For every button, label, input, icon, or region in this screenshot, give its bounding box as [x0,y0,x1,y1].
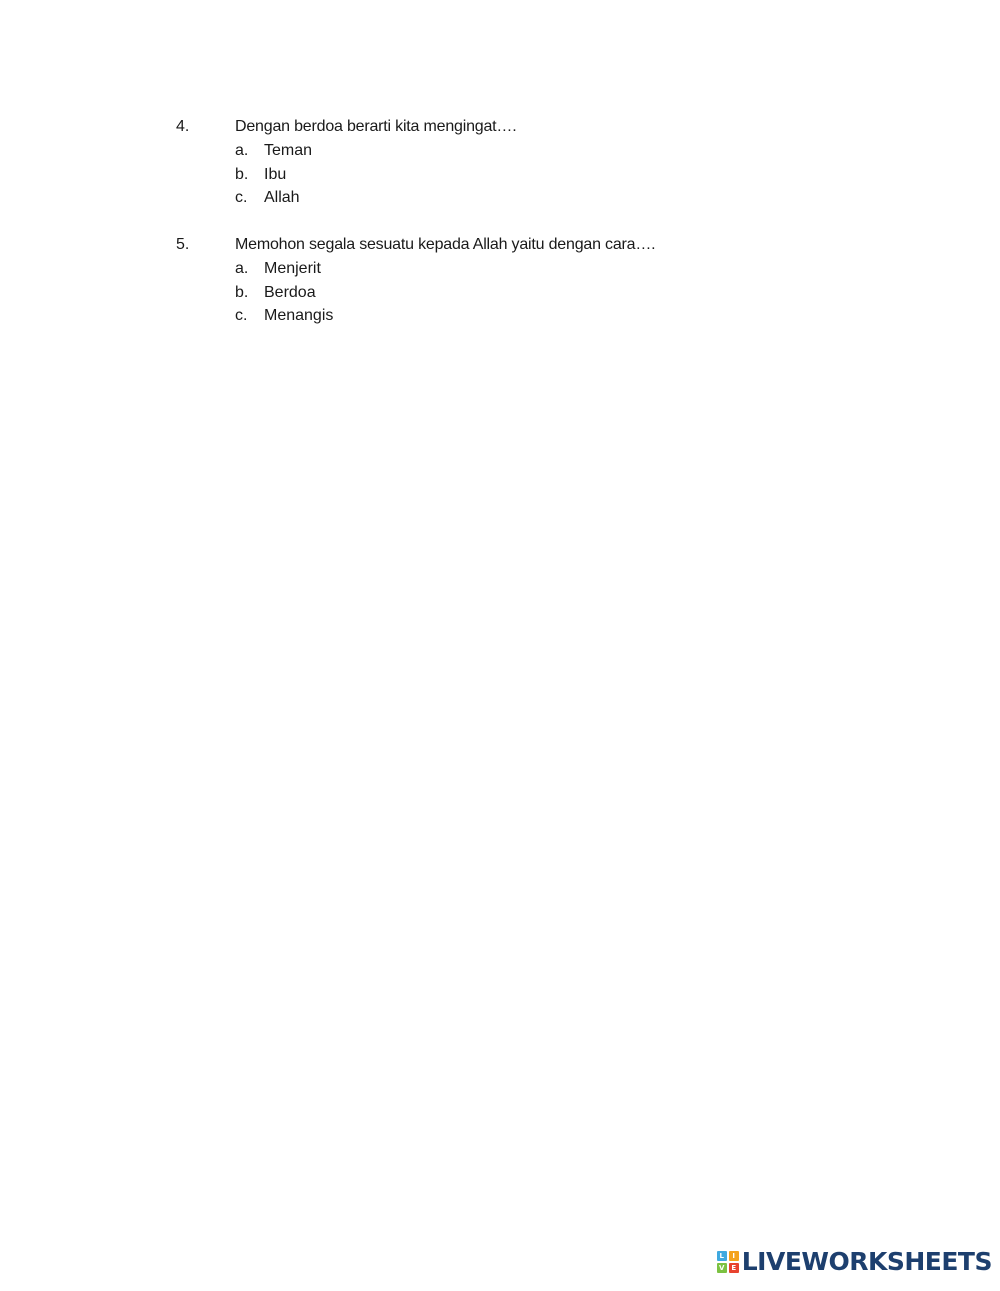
question-4-prompt [176,118,936,142]
question-5-prompt [176,236,936,260]
option-item[interactable] [176,166,936,190]
question-5 [176,236,936,331]
option-item[interactable] [176,189,936,213]
option-item[interactable] [176,260,936,284]
option-item[interactable] [176,307,936,331]
option-item[interactable] [176,142,936,166]
option-item[interactable] [176,284,936,308]
option-text: Allah [264,189,300,206]
question-number: 4. [176,118,190,135]
question-4 [176,118,936,213]
question-number: 5. [176,236,190,253]
question-4-options [176,142,936,213]
question-5-options [176,260,936,331]
option-letter: a. [235,142,249,159]
logo-tile: I [729,1251,739,1261]
option-text: Ibu [264,165,287,183]
option-text: Menangis [264,307,334,324]
liveworksheets-brand [717,1247,992,1277]
question-text: Dengan berdoa berarti kita mengingat…. [235,118,517,135]
option-letter: b. [235,283,249,301]
option-text: Menjerit [264,260,321,277]
option-letter: c. [235,189,248,206]
option-text: Berdoa [264,283,316,301]
option-letter: a. [235,260,249,277]
liveworksheets-logo-icon [717,1251,739,1273]
option-letter: b. [235,165,249,183]
brand-name: LIVEWORKSHEETS [741,1247,992,1276]
logo-tile: L [717,1251,727,1261]
option-text: Teman [264,142,313,159]
logo-tile: V [717,1263,727,1273]
logo-tile: E [729,1263,739,1273]
question-text: Memohon segala sesuatu kepada Allah yaitu dengan cara…. [235,236,656,253]
option-letter: c. [235,307,248,324]
